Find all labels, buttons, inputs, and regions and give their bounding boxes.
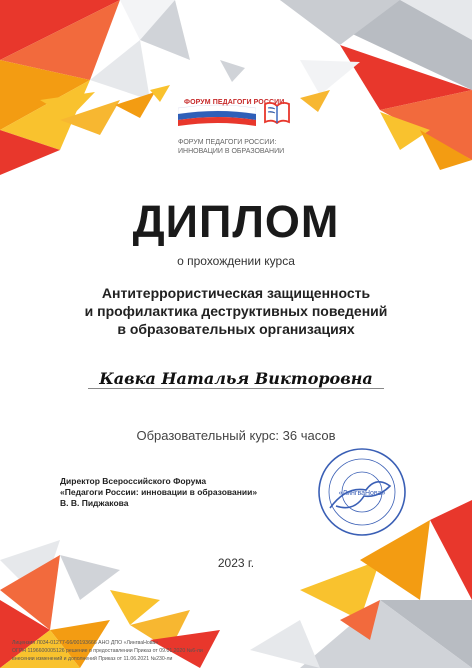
recipient-name: Кавка Наталья Викторовна: [99, 369, 373, 388]
license-line1: Лицензия Л034-01277-66/00193666 АНО ДПО «ЛингваНова»: [12, 640, 159, 646]
course-line2: и профилактика деструктивных поведений: [84, 303, 388, 319]
forum-logo: [178, 98, 296, 162]
open-book-icon: [262, 98, 292, 126]
diploma-title: ДИПЛОМ: [132, 196, 340, 247]
recipient-underline: [88, 388, 384, 389]
course-name: [20, 284, 452, 338]
director-line2: «Педагоги России: инновации в образовании»: [60, 487, 258, 497]
logo-subtitle-line2: ИННОВАЦИИ В ОБРАЗОВАНИИ: [178, 148, 285, 155]
logo-subtitle-line1: ФОРУМ ПЕДАГОГИ РОССИИ:: [178, 139, 277, 146]
logo-title: ФОРУМ ПЕДАГОГИ РОССИИ: [184, 99, 285, 106]
stamp-center-text: «ЛингваНова»: [338, 490, 386, 497]
license-line2: ОГРН 1196600005126 решение о предоставлении Приказ от 09.01.2020 №6-ли: [12, 648, 203, 654]
diploma-subtitle: о прохождении курса: [177, 254, 295, 268]
director-name: В. В. Пиджакова: [60, 498, 129, 508]
license-line3: внесении изменений и дополнений Приказ от 11.06.2021 №230-ли: [12, 656, 173, 662]
director-block: [60, 476, 300, 509]
course-line1: Антитеррористическая защищенность: [101, 285, 371, 301]
director-line1: Директор Всероссийского Форума: [60, 476, 207, 486]
official-stamp: [316, 446, 408, 538]
course-line3: в образовательных организациях: [117, 321, 355, 337]
license-info: [12, 639, 312, 663]
issue-year: 2023 г.: [217, 556, 255, 570]
logo-subtitle: [178, 138, 296, 156]
course-hours: Образовательный курс: 36 часов: [136, 428, 336, 443]
